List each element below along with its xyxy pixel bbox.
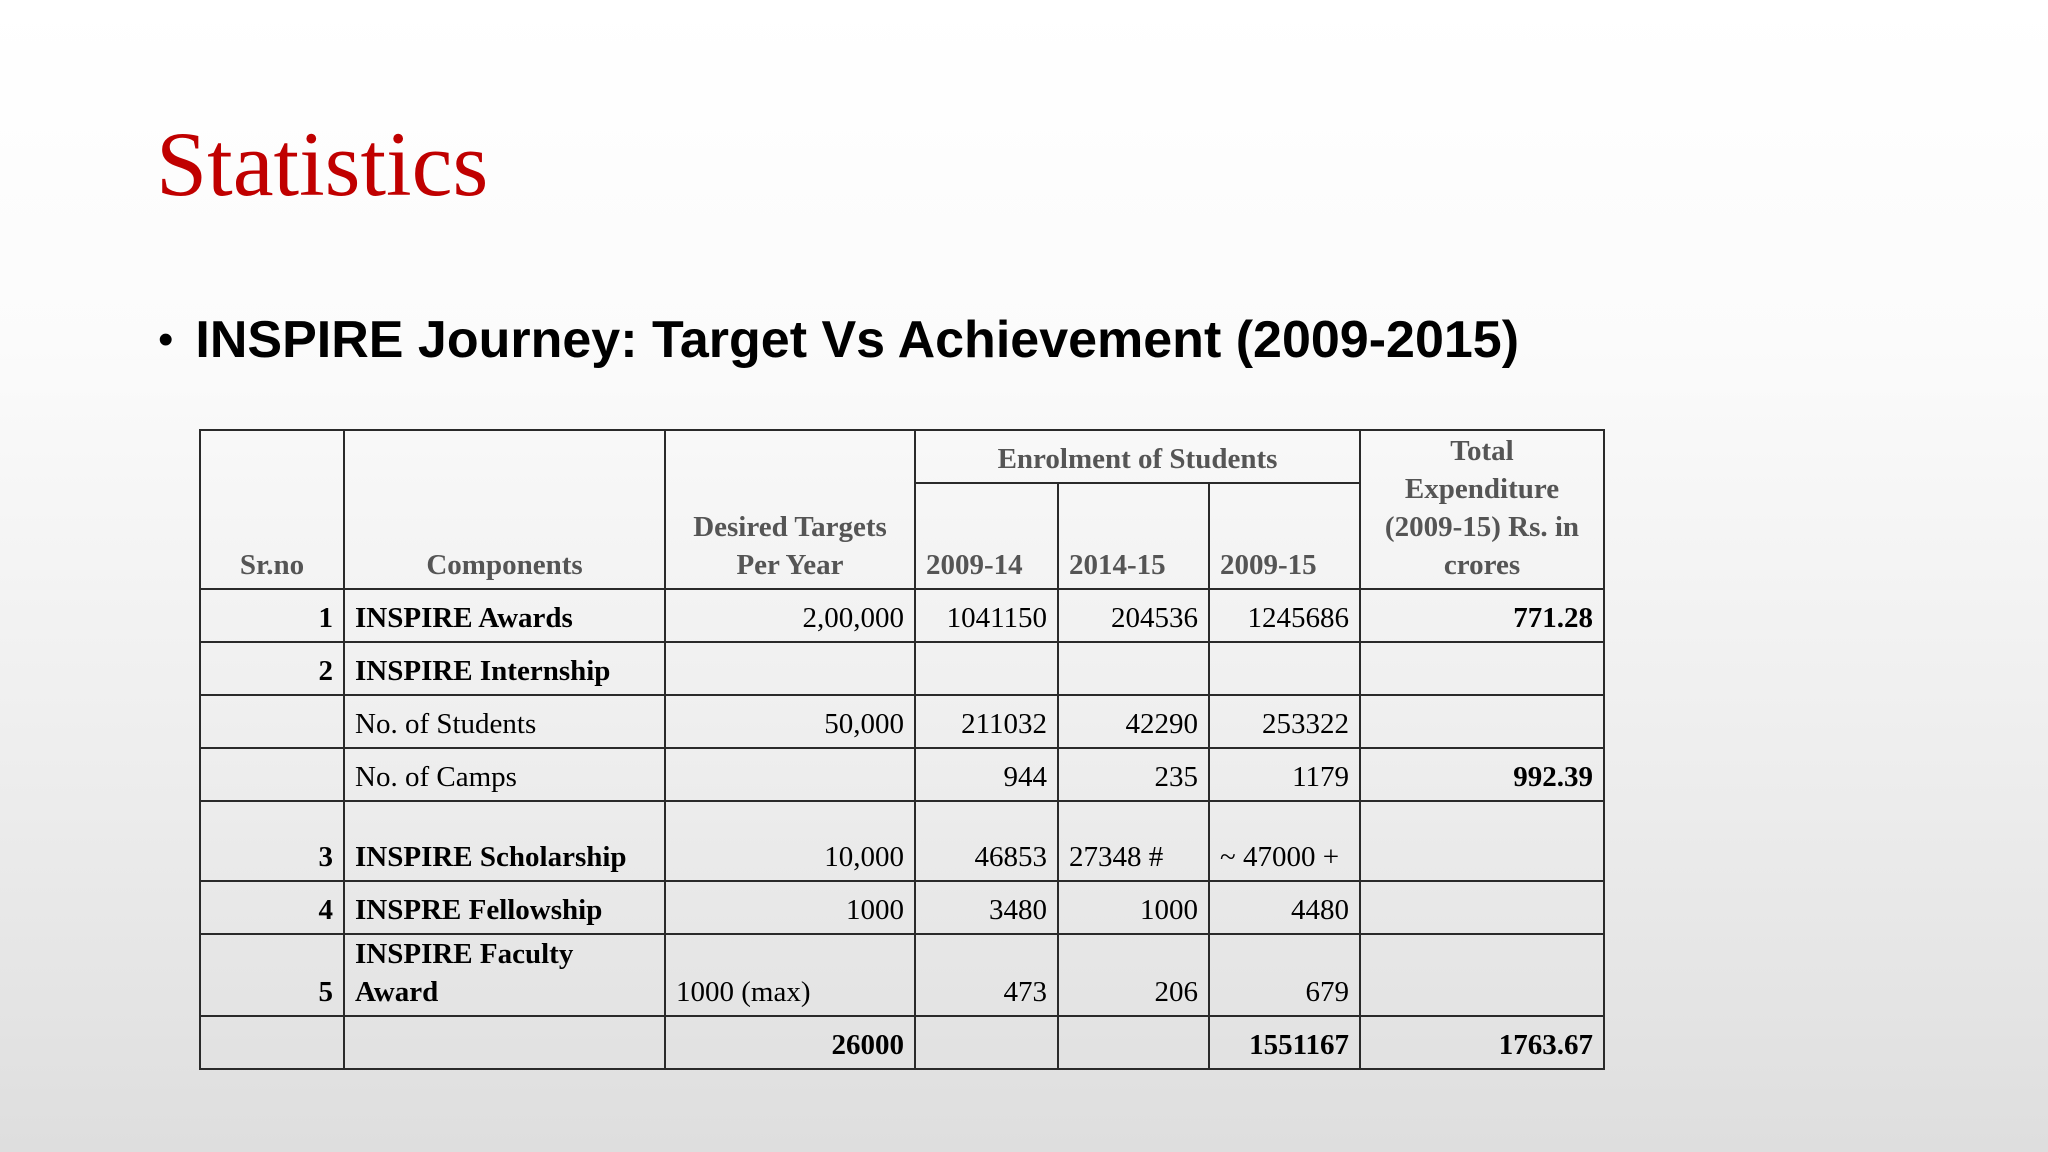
cell-2009-15: 679 (1209, 934, 1360, 1016)
cell-component: INSPRE Fellowship (344, 881, 665, 934)
cell-2014-15: 206 (1058, 934, 1209, 1016)
cell-target: 1000 (max) (665, 934, 915, 1016)
cell-srno: 4 (200, 881, 344, 934)
cell-srno (200, 695, 344, 748)
cell-srno: 5 (200, 934, 344, 1016)
cell-2009-15-total: 1551167 (1209, 1016, 1360, 1069)
table-row (200, 642, 1604, 695)
cell-target (665, 642, 915, 695)
cell-expenditure (1360, 801, 1604, 881)
cell-expenditure-total: 1763.67 (1360, 1016, 1604, 1069)
cell-2009-15 (1209, 642, 1360, 695)
cell-2014-15: 204536 (1058, 589, 1209, 642)
cell-expenditure (1360, 642, 1604, 695)
cell-expenditure (1360, 934, 1604, 1016)
cell-target: 2,00,000 (665, 589, 915, 642)
cell-2009-14: 3480 (915, 881, 1058, 934)
cell-2009-14: 473 (915, 934, 1058, 1016)
cell-srno: 1 (200, 589, 344, 642)
bullet-text: INSPIRE Journey: Target Vs Achievement (2009-2015) (195, 311, 1520, 369)
cell-target: 50,000 (665, 695, 915, 748)
cell-component: INSPIRE Internship (344, 642, 665, 695)
cell-expenditure (1360, 695, 1604, 748)
header-year-2014-15: 2014-15 (1058, 483, 1209, 589)
cell-2009-15: 253322 (1209, 695, 1360, 748)
statistics-table (199, 429, 1605, 1070)
cell-2014-15 (1058, 642, 1209, 695)
header-srno: Sr.no (200, 430, 344, 589)
cell-component: INSPIRE Scholarship (344, 801, 665, 881)
header-total-expenditure: Total Expenditure (2009-15) Rs. in crores (1360, 430, 1604, 589)
cell-2009-15: 1245686 (1209, 589, 1360, 642)
table-row (200, 934, 1604, 1016)
cell-target: 1000 (665, 881, 915, 934)
table-row (200, 748, 1604, 801)
cell-2014-15: 235 (1058, 748, 1209, 801)
header-desired-targets: Desired Targets Per Year (665, 430, 915, 589)
table-row-total (200, 1016, 1604, 1069)
header-year-2009-15: 2009-15 (1209, 483, 1360, 589)
cell-srno: 3 (200, 801, 344, 881)
cell-component: INSPIRE Awards (344, 589, 665, 642)
cell-2009-15: 1179 (1209, 748, 1360, 801)
cell-2009-14: 1041150 (915, 589, 1058, 642)
cell-expenditure: 771.28 (1360, 589, 1604, 642)
cell-target (665, 748, 915, 801)
cell-component: No. of Students (344, 695, 665, 748)
cell-srno (200, 748, 344, 801)
table-row (200, 801, 1604, 881)
cell-2014-15: 42290 (1058, 695, 1209, 748)
table-row (200, 589, 1604, 642)
cell-2009-14 (915, 642, 1058, 695)
table-row (200, 881, 1604, 934)
cell-component (344, 1016, 665, 1069)
cell-2014-15: 1000 (1058, 881, 1209, 934)
bullet-icon: • (158, 315, 174, 364)
table-row (200, 695, 1604, 748)
header-components: Components (344, 430, 665, 589)
cell-2009-14: 944 (915, 748, 1058, 801)
cell-srno (200, 1016, 344, 1069)
cell-expenditure: 992.39 (1360, 748, 1604, 801)
cell-srno: 2 (200, 642, 344, 695)
cell-component: No. of Camps (344, 748, 665, 801)
cell-2014-15: 27348 # (1058, 801, 1209, 881)
cell-target: 10,000 (665, 801, 915, 881)
cell-2014-15 (1058, 1016, 1209, 1069)
cell-2009-14: 211032 (915, 695, 1058, 748)
cell-2009-14 (915, 1016, 1058, 1069)
header-year-2009-14: 2009-14 (915, 483, 1058, 589)
cell-component: INSPIRE Faculty Award (344, 934, 665, 1016)
cell-2009-14: 46853 (915, 801, 1058, 881)
cell-expenditure (1360, 881, 1604, 934)
slide-title: Statistics (156, 113, 489, 215)
cell-target-total: 26000 (665, 1016, 915, 1069)
bullet-item (158, 310, 1519, 370)
cell-2009-15: ~ 47000 + (1209, 801, 1360, 881)
header-enrolment-group: Enrolment of Students (915, 430, 1360, 483)
cell-2009-15: 4480 (1209, 881, 1360, 934)
